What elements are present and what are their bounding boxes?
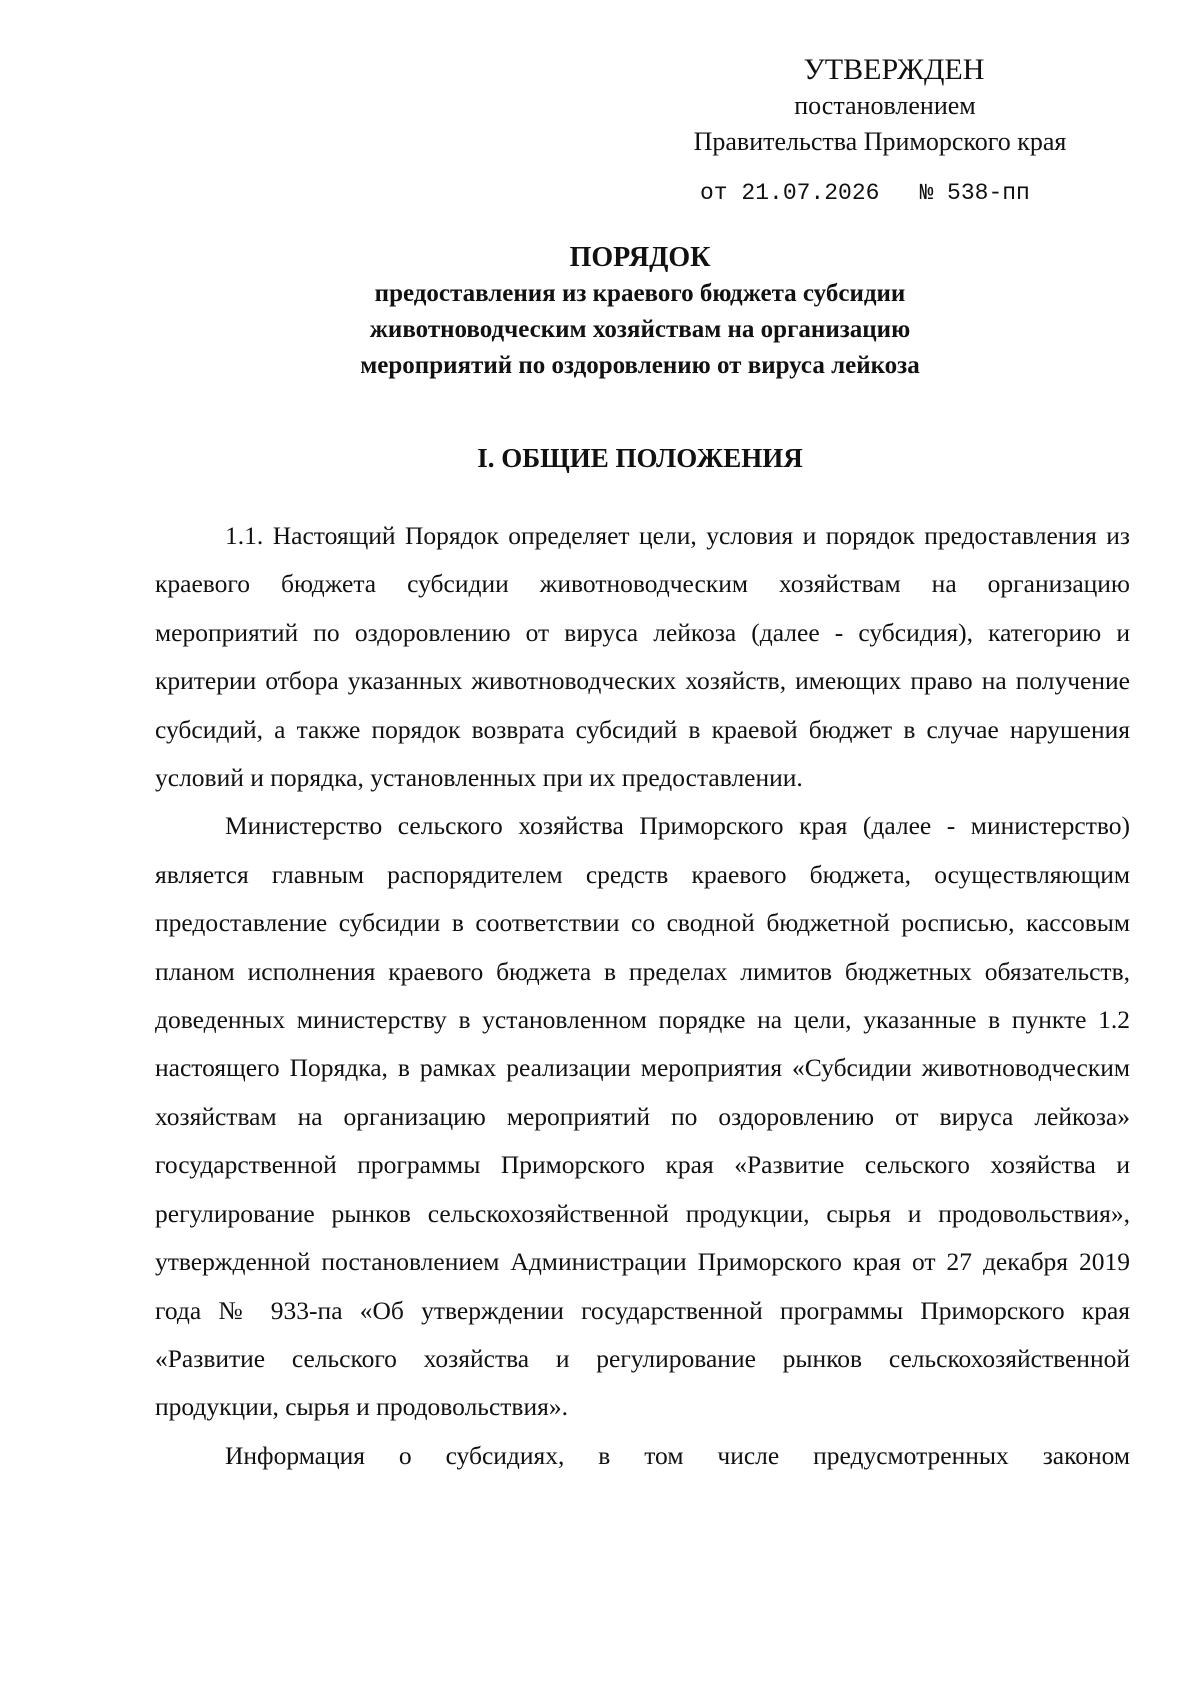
approval-stamp-block: [650, 52, 1110, 160]
paragraph: 1.1. Настоящий Порядок определяет цели, условия и порядок предоставления из краевого бюджета субсидии животноводческим хозяйствам на организацию мероприятий по оздоровлению от вируса лейкоза (далее - субсидия), категорию и критерии отбора указанных животноводческих хозяйств, имеющих право на получение субсидий, а также порядок возврата субсидий в краевой бюджет в случае нарушения условий и порядка, установленных при их предоставлении.: [155, 521, 1130, 793]
approved-by-label: постановлением: [794, 91, 976, 120]
resolution-number: № 538-пп: [919, 180, 1030, 206]
section-heading: I. ОБЩИЕ ПОЛОЖЕНИЯ: [477, 443, 803, 473]
document-title-line: животноводческим хозяйствам на организацию: [369, 316, 911, 343]
approved-title: УТВЕРЖДЕН: [803, 53, 985, 86]
paragraph: Министерство сельского хозяйства Приморского края (далее - министерство) является главным распорядителем средств краевого бюджета, осуществляющим предоставление субсидии в соответствии со сводной бюджетной росписью, кассовым планом исполнения краевого бюджета в пределах лимитов бюджетных обязательств, доведенных министерству в установленном порядке на цели, указанные в пункте 1.2 настоящего Порядка, в рамках реализации мероприятия «Субсидии животноводческим хозяйствам на организацию мероприятий по оздоровлению от вируса лейкоза» государственной программы Приморского края «Развитие сельского хозяйства и регулирование рынков сельскохозяйственной продукции, сырья и продовольствия», утвержденной постановлением Администрации Приморского края от 27 декабря 2019 года № 933-па «Об утверждении государственной программы Приморского края «Развитие сельского хозяйства и регулирование рынков сельскохозяйственной продукции, сырья и продовольствия».: [155, 811, 1130, 1422]
approving-organization: Правительства Приморского края: [693, 127, 1067, 156]
document-title-main: ПОРЯДОК: [569, 242, 711, 273]
paragraph: Информация о субсидиях, в том числе предусмотренных законом: [225, 1440, 1130, 1470]
document-title-line: предоставления из краевого бюджета субсидии: [374, 280, 906, 307]
resolution-date: от 21.07.2026: [700, 180, 880, 206]
document-body: [155, 512, 1130, 1480]
resolution-date-number: [700, 178, 1030, 208]
document-title-line: мероприятий по оздоровлению от вируса лейкоза: [360, 352, 920, 379]
document-title: [150, 240, 1130, 384]
